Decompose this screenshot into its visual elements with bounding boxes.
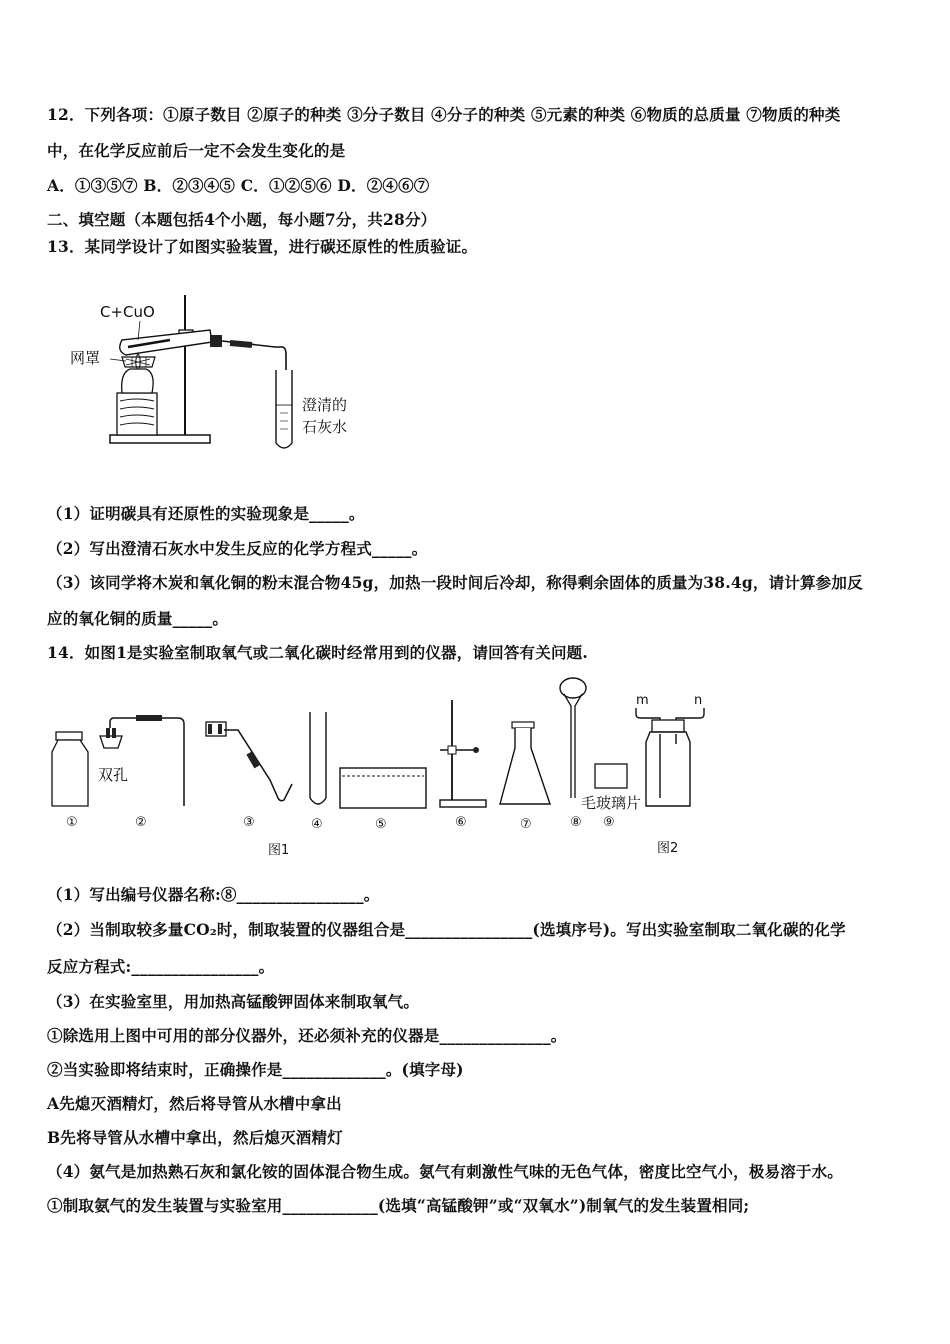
- number-7: ⑦: [520, 817, 532, 832]
- number-2: ②: [135, 815, 147, 830]
- q14-sub3-q2: ②当实验即将结束时，正确操作是_____________。(填字母): [47, 1060, 464, 1079]
- instrument-8-funnel: [560, 678, 586, 798]
- q14-sub3-q1: ①除选用上图中可用的部分仪器外，还必须补充的仪器是______________。: [47, 1026, 567, 1045]
- label-limewater-2: 石灰水: [302, 418, 348, 436]
- q14-sub2-line1: （2）当制取较多量CO₂时，制取装置的仪器组合是________________(选填序号)。写出实验室制取二氧化碳的化学: [47, 920, 846, 939]
- q14-option-a: A先熄灭酒精灯，然后将导管从水槽中拿出: [47, 1094, 342, 1113]
- instrument-7-conical-flask: [500, 722, 550, 804]
- instrument-5-water-trough: [340, 768, 426, 808]
- inclined-test-tube: [120, 330, 212, 355]
- number-8: ⑧: [570, 815, 582, 830]
- number-9: ⑨: [603, 815, 615, 830]
- section-title: 二、填空题（本题包括4个小题，每小题7分，共28分）: [47, 210, 437, 229]
- alcohol-lamp: [122, 369, 153, 393]
- instrument-9-glass-plate: [581, 764, 641, 812]
- instrument-2-double-hole-stopper: [98, 715, 184, 806]
- q14-instruments-figure: [40, 672, 720, 864]
- instrument-4-test-tube: [310, 712, 326, 804]
- instrument-1-bottle: [52, 732, 88, 806]
- label-frosted-glass: 毛玻璃片: [581, 794, 642, 812]
- label-m: m: [636, 693, 649, 708]
- instrument-3-stopper-tube: [206, 722, 292, 801]
- q12-options: A．①③⑤⑦ B．②③④⑤ C．①②⑤⑥ D．②④⑥⑦: [47, 176, 430, 195]
- q13-apparatus-figure: [60, 285, 380, 460]
- q13-stem: 13．某同学设计了如图实验装置，进行碳还原性的性质验证。: [47, 237, 478, 256]
- q14-sub4: （4）氨气是加热熟石灰和氯化铵的固体混合物生成。氨气有刺激性气味的无色气体，密度比空气小，极易溶于水。: [47, 1162, 843, 1181]
- fig1-caption: 图1: [268, 843, 290, 858]
- q14-sub2-line2: 反应方程式:________________。: [47, 957, 275, 976]
- q13-sub3-line2: 应的氧化铜的质量_____。: [47, 609, 229, 628]
- q14-stem: 14．如图1是实验室制取氧气或二氧化碳时经常用到的仪器，请回答有关问题.: [47, 643, 588, 662]
- instrument-6-iron-stand: [440, 700, 486, 807]
- fig2-caption: 图2: [657, 841, 679, 856]
- number-4: ④: [311, 817, 323, 832]
- q13-sub3-line1: （3）该同学将木炭和氧化铜的粉末混合物45g，加热一段时间后冷却，称得剩余固体的质量为38.4g，请计算参加反: [47, 573, 863, 592]
- q13-sub2: （2）写出澄清石灰水中发生反应的化学方程式_____。: [47, 539, 428, 558]
- q12-line1: 12．下列各项：①原子数目 ②原子的种类 ③分子数目 ④分子的种类 ⑤元素的种类 ⑥物质的总质量 ⑦物质的种类: [47, 105, 841, 124]
- label-gauze: 网罩: [70, 349, 101, 367]
- limewater-tube: [276, 370, 292, 448]
- q14-option-b: B先将导管从水槽中拿出，然后熄灭酒精灯: [47, 1128, 343, 1147]
- number-5: ⑤: [375, 817, 387, 832]
- number-1: ①: [66, 815, 78, 830]
- q14-sub4-q1: ①制取氨气的发生装置与实验室用____________(选填“高锰酸钾”或“双氧水”)制氧气的发生装置相同;: [47, 1196, 750, 1215]
- figure-2-gas-bottle: [636, 693, 704, 806]
- q12-line2: 中，在化学反应前后一定不会发生变化的是: [47, 141, 346, 160]
- q14-sub3: （3）在实验室里，用加热高锰酸钾固体来制取氧气。: [47, 992, 420, 1011]
- q14-sub1: （1）写出编号仪器名称:⑧________________。: [47, 885, 380, 904]
- q13-sub1: （1）证明碳具有还原性的实验现象是_____。: [47, 504, 365, 523]
- label-reactant: C+CuO: [100, 303, 155, 321]
- label-n: n: [694, 693, 703, 708]
- stand-base: [110, 435, 210, 443]
- label-double-hole: 双孔: [98, 766, 129, 784]
- number-6: ⑥: [455, 815, 467, 830]
- number-3: ③: [243, 815, 255, 830]
- label-limewater-1: 澄清的: [302, 396, 348, 414]
